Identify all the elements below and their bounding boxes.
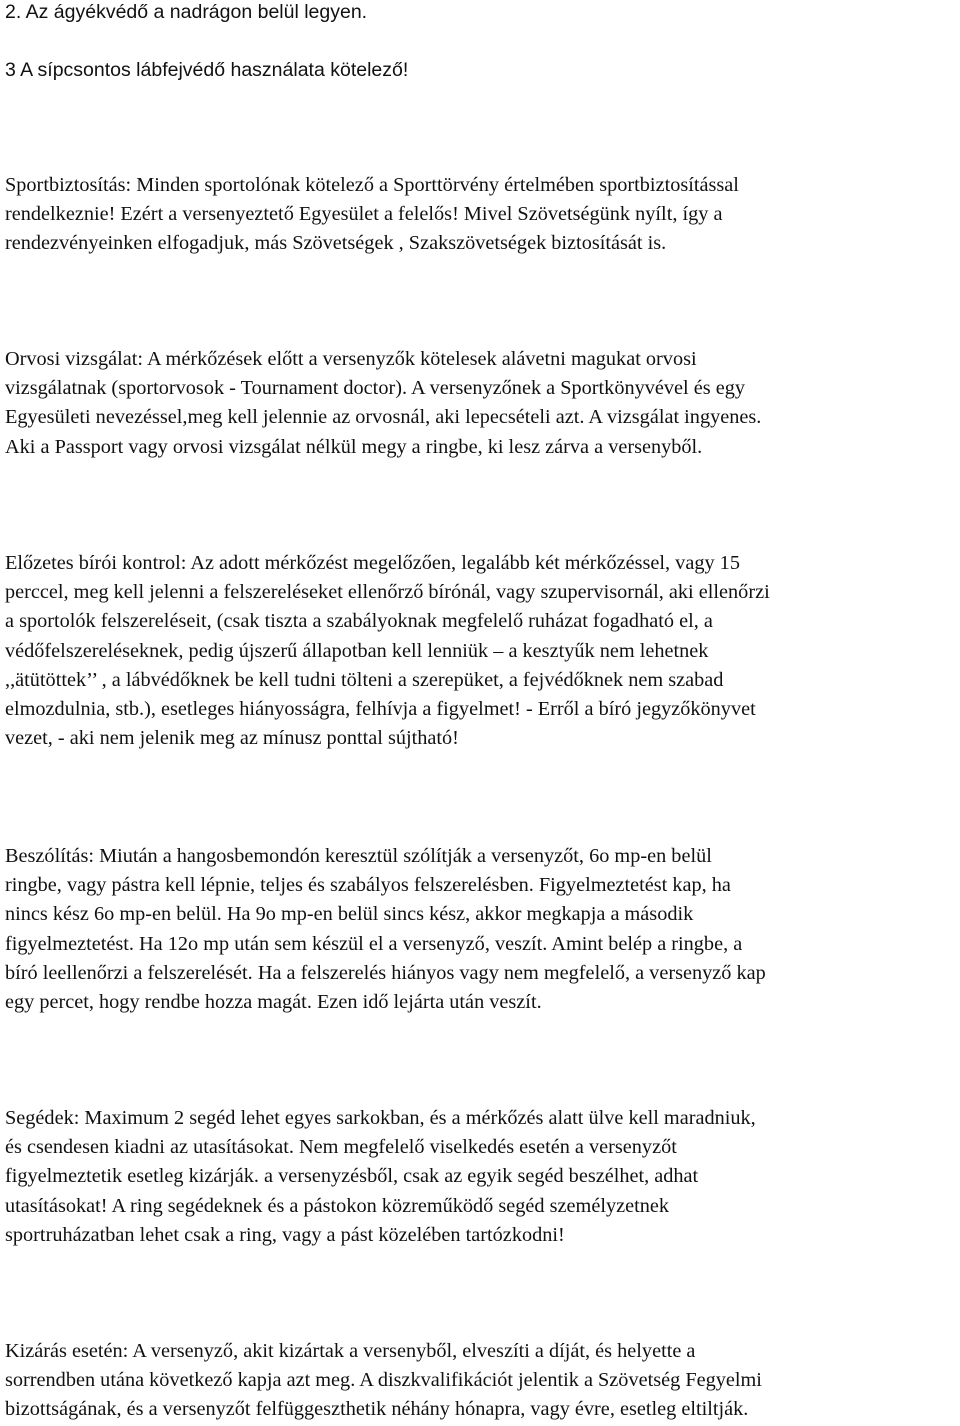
paragraph-medical: Orvosi vizsgálat: A mérkőzések előtt a versenyzők kötelesek alávetni magukat orvosi vizsgálatnak (sportorvosok - Tournament doctor). A versenyzőnek a Sportkönyvével és egy Egyesületi nevezéssel,meg kell jelennie az orvosnál, aki lepecsételi azt. A vizsgálat ingyenes. Aki a Passport vagy orvosi vizsgálat nélkül megy a ringbe, ki lesz zárva a versenyből. <box>5 348 762 458</box>
paragraph-seconds: Segédek: Maximum 2 segéd lehet egyes sarkokban, és a mérkőzés alatt ülve kell maradniuk, és csendesen kiadni az utasításokat. Nem megfelelő viselkedés esetén a versenyzőt figyelmeztetik esetleg kizárják. a versenyzésből, csak az egyik segéd beszélhet, adhat utasításokat! A ring segédeknek és a pástokon közreműködő segéd személyzetnek sportruházatban lehet csak a ring, vagy a pást közelében tartózkodni! <box>5 1107 756 1246</box>
paragraph-insurance: Sportbiztosítás: Minden sportolónak kötelező a Sporttörvény értelmében sportbiztosítással rendelkeznie! Ezért a versenyeztető Egyesület a felelős! Mivel Szövetségünk nyílt, így a rendezvényeinken elfogadjuk, más Szövetségek , Szakszövetségek biztosítását is. <box>5 174 739 255</box>
paragraph-precheck: Előzetes bírói kontrol: Az adott mérkőzést megelőzően, legalább két mérkőzéssel, vagy 15 perccel, meg kell jelenni a felszereléseket ellenőrző bírónál, vagy szupervisornál, aki ellenőrzi a sportolók felszereléseit, (csak tiszta a szabályoknak megfelelő ruházat fogadható el, a védőfelszereléseknek, pedig újszerű állapotban kell lenniük – a kesztyűk nem lehetnek ,,ätütöttek’’ , a lábvédőknek be kell tudni tölteni a szerepüket, a fejvédőknek nem szabad elmozdulnia, stb.), esetleges hiányosságra, felhívja a figyelmet! - Erről a bíró jegyzőkönyvet vezet, - aki nem jelenik meg az mínusz ponttal sújtható! <box>5 552 770 750</box>
list-item-3: 3 A sípcsontos lábfejvédő használata kötelező! <box>5 59 409 81</box>
paragraph-disqualification: Kizárás esetén: A versenyző, akit kizártak a versenyből, elveszíti a díját, és helyette a sorrendben utána következő kapja azt meg. A diszkvalifikációt jelentik a Szövetség Fegyelmi bizottságának, és a versenyzőt felfüggeszthetik néhány hónapra, vagy évre, esetleg eltiltják. <box>5 1340 762 1421</box>
list-item-2: 2. Az ágyékvédő a nadrágon belül legyen. <box>5 1 368 23</box>
paragraph-callup: Beszólítás: Miután a hangosbemondón keresztül szólítják a versenyzőt, 6o mp-en belül ringbe, vagy pástra kell lépnie, teljes és szabályos felszerelésben. Figyelmeztetést kap, ha nincs kész 6o mp-en belül. Ha 9o mp-en belül sincs kész, akkor megkapja a második figyelmeztetést. Ha 12o mp után sem készül el a versenyző, veszít. Amint belép a ringbe, a bíró leellenőrzi a felszerelését. Ha a felszerelés hiányos vagy nem megfelelő, a versenyző kap egy percet, hogy rendbe hozza magát. Ezen idő lejárta után veszít. <box>5 845 766 1014</box>
